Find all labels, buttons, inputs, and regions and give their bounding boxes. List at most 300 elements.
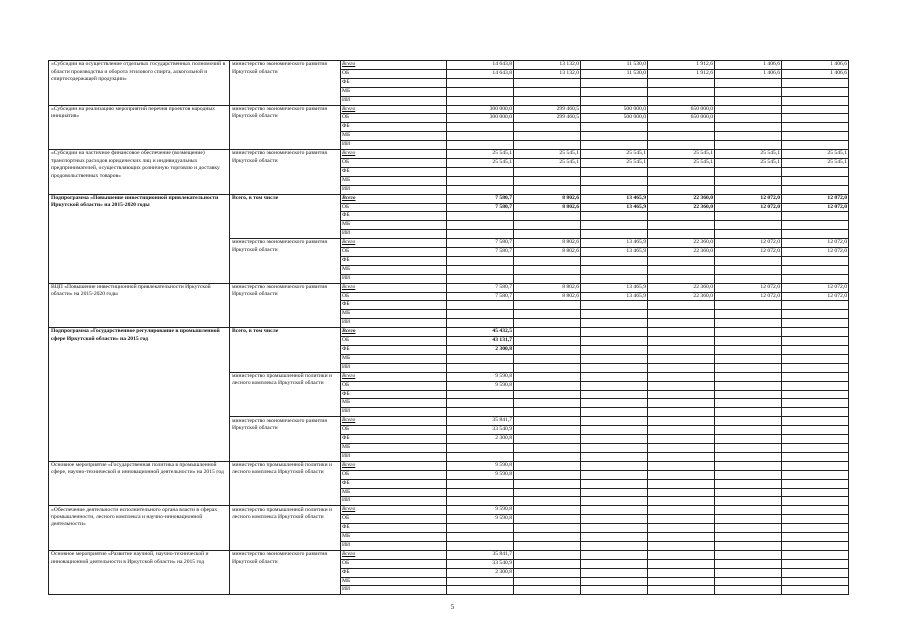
funding-source: Всего xyxy=(341,194,447,203)
amount-cell xyxy=(581,301,648,310)
amount-cell xyxy=(581,408,648,417)
amount-cell xyxy=(715,372,782,381)
amount-cell xyxy=(514,87,581,96)
amount-cell xyxy=(514,96,581,105)
amount-cell: 13 465,9 xyxy=(581,283,648,292)
amount-cell xyxy=(514,408,581,417)
amount-cell: 12 072,0 xyxy=(715,283,782,292)
amount-cell xyxy=(715,550,782,559)
amount-cell xyxy=(447,390,514,399)
amount-cell xyxy=(514,559,581,568)
amount-cell xyxy=(581,96,648,105)
funding-source: ИИ xyxy=(341,541,447,550)
amount-cell xyxy=(514,230,581,239)
amount-cell xyxy=(514,452,581,461)
amount-cell xyxy=(648,230,715,239)
funding-source: МБ xyxy=(341,221,447,230)
amount-cell xyxy=(782,381,849,390)
executor-name: Всего, в том числе xyxy=(230,328,341,373)
amount-cell xyxy=(514,256,581,265)
amount-cell xyxy=(648,123,715,132)
amount-cell xyxy=(715,452,782,461)
amount-cell xyxy=(581,221,648,230)
amount-cell: 12 072,0 xyxy=(782,248,849,257)
funding-source: ФБ xyxy=(341,390,447,399)
amount-cell xyxy=(648,96,715,105)
amount-cell xyxy=(782,399,849,408)
amount-cell xyxy=(715,256,782,265)
amount-cell: 9 590,8 xyxy=(447,506,514,515)
executor-name: Всего, в том числе xyxy=(230,194,341,239)
amount-cell: 13 132,0 xyxy=(514,61,581,70)
funding-source: ИИ xyxy=(341,452,447,461)
amount-cell xyxy=(715,541,782,550)
executor-name: министерство экономического развития Иркутской области xyxy=(230,417,341,462)
measure-name: ВЦП «Повышение инвестиционной привлекательности Иркутской области» на 2015-2020 годы xyxy=(49,283,230,328)
amount-cell xyxy=(514,435,581,444)
amount-cell xyxy=(715,559,782,568)
amount-cell xyxy=(514,372,581,381)
funding-source: Всего xyxy=(341,283,447,292)
table-row xyxy=(49,550,849,559)
amount-cell xyxy=(514,426,581,435)
amount-cell xyxy=(648,301,715,310)
funding-source: ОБ xyxy=(341,292,447,301)
amount-cell xyxy=(648,577,715,586)
funding-source: ФБ xyxy=(341,568,447,577)
amount-cell: 8 802,6 xyxy=(514,239,581,248)
amount-cell: 2 300,8 xyxy=(447,568,514,577)
amount-cell xyxy=(715,167,782,176)
amount-cell: 9 590,8 xyxy=(447,515,514,524)
amount-cell xyxy=(715,479,782,488)
amount-cell xyxy=(715,141,782,150)
amount-cell xyxy=(782,506,849,515)
table-row xyxy=(49,506,849,515)
amount-cell xyxy=(648,426,715,435)
amount-cell: 1 406,6 xyxy=(715,61,782,70)
amount-cell xyxy=(648,417,715,426)
amount-cell xyxy=(648,212,715,221)
amount-cell xyxy=(715,230,782,239)
measure-name: Основное мероприятие «Развитие научной, научно-технической и инновационной деятельности в Иркутской области» на 2015 год xyxy=(49,550,230,595)
amount-cell xyxy=(782,185,849,194)
amount-cell xyxy=(715,176,782,185)
amount-cell: 12 072,0 xyxy=(715,292,782,301)
funding-source: ОБ xyxy=(341,69,447,78)
amount-cell xyxy=(715,319,782,328)
amount-cell xyxy=(514,470,581,479)
funding-source: ОБ xyxy=(341,203,447,212)
amount-cell: 2 300,8 xyxy=(447,435,514,444)
amount-cell: 14 643,8 xyxy=(447,69,514,78)
amount-cell xyxy=(648,381,715,390)
amount-cell: 300 000,0 xyxy=(447,105,514,114)
amount-cell xyxy=(715,87,782,96)
measure-name: «Субсидии на частичное финансовое обеспечение (возмещение) транспортных расходов юридических лиц и индивидуальных предпринимателей, осуществляющих розничную торговлю и доставку продовольственных товаров» xyxy=(49,150,230,195)
amount-cell xyxy=(514,78,581,87)
amount-cell: 12 072,0 xyxy=(782,292,849,301)
funding-source: МБ xyxy=(341,533,447,542)
amount-cell xyxy=(648,87,715,96)
amount-cell xyxy=(581,310,648,319)
funding-source: ФБ xyxy=(341,78,447,87)
funding-source: ИИ xyxy=(341,586,447,595)
amount-cell xyxy=(581,533,648,542)
funding-source: ИИ xyxy=(341,363,447,372)
amount-cell xyxy=(715,515,782,524)
amount-cell xyxy=(447,541,514,550)
amount-cell xyxy=(447,408,514,417)
amount-cell: 7 580,7 xyxy=(447,194,514,203)
amount-cell xyxy=(581,176,648,185)
amount-cell xyxy=(782,524,849,533)
amount-cell xyxy=(782,319,849,328)
amount-cell xyxy=(782,470,849,479)
amount-cell xyxy=(581,337,648,346)
amount-cell xyxy=(715,435,782,444)
amount-cell xyxy=(447,221,514,230)
amount-cell: 25 545,1 xyxy=(581,158,648,167)
amount-cell: 8 802,6 xyxy=(514,194,581,203)
amount-cell xyxy=(581,461,648,470)
amount-cell xyxy=(782,274,849,283)
amount-cell: 12 072,0 xyxy=(782,283,849,292)
amount-cell xyxy=(648,515,715,524)
table-row xyxy=(49,461,849,470)
amount-cell: 13 465,9 xyxy=(581,292,648,301)
amount-cell xyxy=(782,176,849,185)
amount-cell: 7 580,7 xyxy=(447,292,514,301)
amount-cell xyxy=(648,221,715,230)
amount-cell xyxy=(581,185,648,194)
amount-cell xyxy=(715,568,782,577)
amount-cell: 7 580,7 xyxy=(447,248,514,257)
amount-cell xyxy=(648,488,715,497)
amount-cell xyxy=(514,221,581,230)
amount-cell: 35 841,7 xyxy=(447,417,514,426)
measure-name: «Субсидии на реализацию мероприятий перечня проектов народных инициатив» xyxy=(49,105,230,150)
funding-source: ОБ xyxy=(341,337,447,346)
funding-source: ОБ xyxy=(341,114,447,123)
amount-cell: 12 072,0 xyxy=(782,194,849,203)
amount-cell xyxy=(514,524,581,533)
amount-cell xyxy=(514,381,581,390)
funding-source: ОБ xyxy=(341,470,447,479)
amount-cell: 8 802,6 xyxy=(514,283,581,292)
amount-cell xyxy=(782,132,849,141)
amount-cell: 1 406,6 xyxy=(715,69,782,78)
funding-source: МБ xyxy=(341,87,447,96)
amount-cell xyxy=(715,337,782,346)
amount-cell xyxy=(581,435,648,444)
amount-cell xyxy=(782,408,849,417)
funding-source: Всего xyxy=(341,150,447,159)
amount-cell: 22 360,0 xyxy=(648,239,715,248)
amount-cell: 13 132,0 xyxy=(514,69,581,78)
amount-cell xyxy=(715,470,782,479)
amount-cell xyxy=(782,577,849,586)
amount-cell xyxy=(648,506,715,515)
measure-name: «Обеспечение деятельности исполнительного органа власти в сферах промышленности, лесного комплекса и научно-инновационной деятельности» xyxy=(49,506,230,551)
amount-cell xyxy=(782,167,849,176)
amount-cell xyxy=(715,328,782,337)
amount-cell xyxy=(648,346,715,355)
measure-name: «Субсидии на осуществление отдельных государственных полномочий в области производства и оборота этилового спирта, алкогольной и спиртосодержащей продукции» xyxy=(49,61,230,106)
amount-cell xyxy=(648,533,715,542)
amount-cell: 1 912,6 xyxy=(648,61,715,70)
amount-cell xyxy=(648,167,715,176)
amount-cell xyxy=(447,354,514,363)
page-number: 5 xyxy=(450,603,455,611)
amount-cell xyxy=(782,497,849,506)
amount-cell: 12 072,0 xyxy=(782,239,849,248)
amount-cell xyxy=(715,274,782,283)
amount-cell xyxy=(648,479,715,488)
amount-cell xyxy=(447,123,514,132)
amount-cell xyxy=(581,87,648,96)
executor-name: министерство экономического развития Иркутской области xyxy=(230,105,341,150)
amount-cell xyxy=(648,586,715,595)
amount-cell xyxy=(648,265,715,274)
amount-cell xyxy=(715,497,782,506)
amount-cell xyxy=(715,426,782,435)
amount-cell: 11 530,0 xyxy=(581,69,648,78)
amount-cell: 35 841,7 xyxy=(447,550,514,559)
amount-cell: 25 545,1 xyxy=(648,158,715,167)
amount-cell xyxy=(447,301,514,310)
amount-cell xyxy=(514,417,581,426)
amount-cell xyxy=(648,176,715,185)
amount-cell: 8 802,6 xyxy=(514,292,581,301)
amount-cell xyxy=(782,488,849,497)
amount-cell xyxy=(715,524,782,533)
amount-cell xyxy=(514,550,581,559)
amount-cell xyxy=(782,114,849,123)
amount-cell xyxy=(581,256,648,265)
amount-cell xyxy=(447,533,514,542)
amount-cell xyxy=(581,78,648,87)
amount-cell xyxy=(648,408,715,417)
amount-cell xyxy=(782,87,849,96)
budget-table xyxy=(48,60,849,595)
table-row xyxy=(49,105,849,114)
amount-cell: 11 530,0 xyxy=(581,61,648,70)
funding-source: ФБ xyxy=(341,524,447,533)
amount-cell xyxy=(782,417,849,426)
executor-name: министерство промышленной политики и лесного комплекса Иркутской области xyxy=(230,372,341,417)
amount-cell: 8 802,6 xyxy=(514,248,581,257)
amount-cell: 22 360,0 xyxy=(648,283,715,292)
amount-cell xyxy=(715,185,782,194)
funding-source: Всего xyxy=(341,372,447,381)
amount-cell: 9 590,8 xyxy=(447,470,514,479)
funding-source: ИИ xyxy=(341,141,447,150)
amount-cell: 43 131,7 xyxy=(447,337,514,346)
funding-source: Всего xyxy=(341,328,447,337)
amount-cell xyxy=(648,452,715,461)
amount-cell xyxy=(514,506,581,515)
amount-cell xyxy=(648,132,715,141)
amount-cell xyxy=(782,515,849,524)
funding-source: Всего xyxy=(341,239,447,248)
measure-name: Основное мероприятие «Государственная политика в промышленной сфере, научно-технической и инновационной деятельности» на 2015 год xyxy=(49,461,230,506)
amount-cell: 300 000,0 xyxy=(447,114,514,123)
amount-cell xyxy=(715,96,782,105)
amount-cell xyxy=(514,354,581,363)
amount-cell xyxy=(514,488,581,497)
amount-cell xyxy=(782,141,849,150)
funding-source: ОБ xyxy=(341,381,447,390)
amount-cell xyxy=(581,506,648,515)
amount-cell xyxy=(782,346,849,355)
funding-source: ФБ xyxy=(341,479,447,488)
amount-cell xyxy=(581,541,648,550)
amount-cell xyxy=(648,443,715,452)
amount-cell xyxy=(782,105,849,114)
amount-cell xyxy=(581,586,648,595)
amount-cell xyxy=(447,256,514,265)
amount-cell xyxy=(715,417,782,426)
amount-cell xyxy=(447,363,514,372)
amount-cell: 9 590,8 xyxy=(447,381,514,390)
amount-cell xyxy=(715,346,782,355)
amount-cell xyxy=(782,452,849,461)
amount-cell: 8 802,6 xyxy=(514,203,581,212)
amount-cell xyxy=(782,212,849,221)
funding-source: МБ xyxy=(341,265,447,274)
amount-cell xyxy=(782,390,849,399)
amount-cell xyxy=(782,541,849,550)
amount-cell xyxy=(648,461,715,470)
amount-cell xyxy=(782,372,849,381)
amount-cell xyxy=(447,488,514,497)
amount-cell xyxy=(581,577,648,586)
amount-cell: 45 432,5 xyxy=(447,328,514,337)
amount-cell xyxy=(447,265,514,274)
amount-cell: 1 406,6 xyxy=(782,61,849,70)
amount-cell xyxy=(514,310,581,319)
amount-cell xyxy=(648,390,715,399)
funding-source: ФБ xyxy=(341,212,447,221)
amount-cell: 12 072,0 xyxy=(715,248,782,257)
amount-cell xyxy=(648,274,715,283)
amount-cell xyxy=(581,524,648,533)
amount-cell: 13 465,9 xyxy=(581,248,648,257)
amount-cell xyxy=(715,221,782,230)
amount-cell xyxy=(648,337,715,346)
funding-source: ИИ xyxy=(341,319,447,328)
amount-cell xyxy=(447,78,514,87)
funding-source: МБ xyxy=(341,577,447,586)
amount-cell xyxy=(782,96,849,105)
amount-cell xyxy=(715,301,782,310)
amount-cell: 500 000,0 xyxy=(581,105,648,114)
amount-cell: 500 000,0 xyxy=(581,114,648,123)
amount-cell: 7 580,7 xyxy=(447,283,514,292)
amount-cell xyxy=(715,123,782,132)
funding-source: Всего xyxy=(341,461,447,470)
executor-name: министерство экономического развития Иркутской области xyxy=(230,239,341,284)
amount-cell xyxy=(514,185,581,194)
amount-cell xyxy=(782,301,849,310)
amount-cell: 1 912,6 xyxy=(648,69,715,78)
funding-source: Всего xyxy=(341,506,447,515)
amount-cell xyxy=(782,426,849,435)
amount-cell xyxy=(648,185,715,194)
funding-source: Всего xyxy=(341,61,447,70)
funding-source: ФБ xyxy=(341,435,447,444)
funding-source: ИИ xyxy=(341,96,447,105)
amount-cell: 650 000,0 xyxy=(648,105,715,114)
amount-cell xyxy=(514,265,581,274)
amount-cell xyxy=(782,123,849,132)
amount-cell xyxy=(782,337,849,346)
amount-cell xyxy=(715,390,782,399)
amount-cell xyxy=(648,497,715,506)
amount-cell xyxy=(514,568,581,577)
amount-cell xyxy=(715,381,782,390)
amount-cell xyxy=(715,586,782,595)
amount-cell xyxy=(447,497,514,506)
amount-cell: 13 465,9 xyxy=(581,194,648,203)
measure-name: Подпрограмма «Повышение инвестиционной привлекательности Иркутской области» на 2015-2020 годы xyxy=(49,194,230,283)
amount-cell xyxy=(514,497,581,506)
funding-source: ИИ xyxy=(341,185,447,194)
amount-cell xyxy=(648,363,715,372)
amount-cell: 650 000,0 xyxy=(648,114,715,123)
funding-source: МБ xyxy=(341,443,447,452)
amount-cell xyxy=(782,550,849,559)
amount-cell xyxy=(447,586,514,595)
amount-cell xyxy=(581,319,648,328)
funding-source: ФБ xyxy=(341,346,447,355)
amount-cell xyxy=(648,568,715,577)
amount-cell xyxy=(514,461,581,470)
amount-cell: 22 360,0 xyxy=(648,248,715,257)
amount-cell xyxy=(648,524,715,533)
amount-cell xyxy=(782,354,849,363)
amount-cell xyxy=(581,328,648,337)
measure-name: Подпрограмма «Государственное регулирование в промышленной сфере Иркутской области» на 2015 год xyxy=(49,328,230,462)
amount-cell: 1 406,6 xyxy=(782,69,849,78)
amount-cell xyxy=(514,390,581,399)
executor-name: министерство экономического развития Иркутской области xyxy=(230,150,341,195)
amount-cell: 12 072,0 xyxy=(715,203,782,212)
amount-cell xyxy=(514,533,581,542)
amount-cell xyxy=(581,399,648,408)
amount-cell xyxy=(648,399,715,408)
table-row xyxy=(49,283,849,292)
amount-cell xyxy=(581,488,648,497)
amount-cell: 299 460,5 xyxy=(514,114,581,123)
amount-cell: 22 360,0 xyxy=(648,292,715,301)
funding-source: ОБ xyxy=(341,158,447,167)
executor-name: министерство экономического развития Иркутской области xyxy=(230,61,341,106)
amount-cell xyxy=(514,132,581,141)
amount-cell xyxy=(581,354,648,363)
amount-cell xyxy=(715,577,782,586)
executor-name: министерство промышленной политики и лесного комплекса Иркутской области xyxy=(230,461,341,506)
amount-cell xyxy=(648,550,715,559)
amount-cell: 22 360,0 xyxy=(648,203,715,212)
amount-cell xyxy=(447,87,514,96)
amount-cell xyxy=(782,479,849,488)
amount-cell xyxy=(648,541,715,550)
amount-cell xyxy=(514,176,581,185)
amount-cell: 13 465,9 xyxy=(581,203,648,212)
amount-cell xyxy=(782,435,849,444)
